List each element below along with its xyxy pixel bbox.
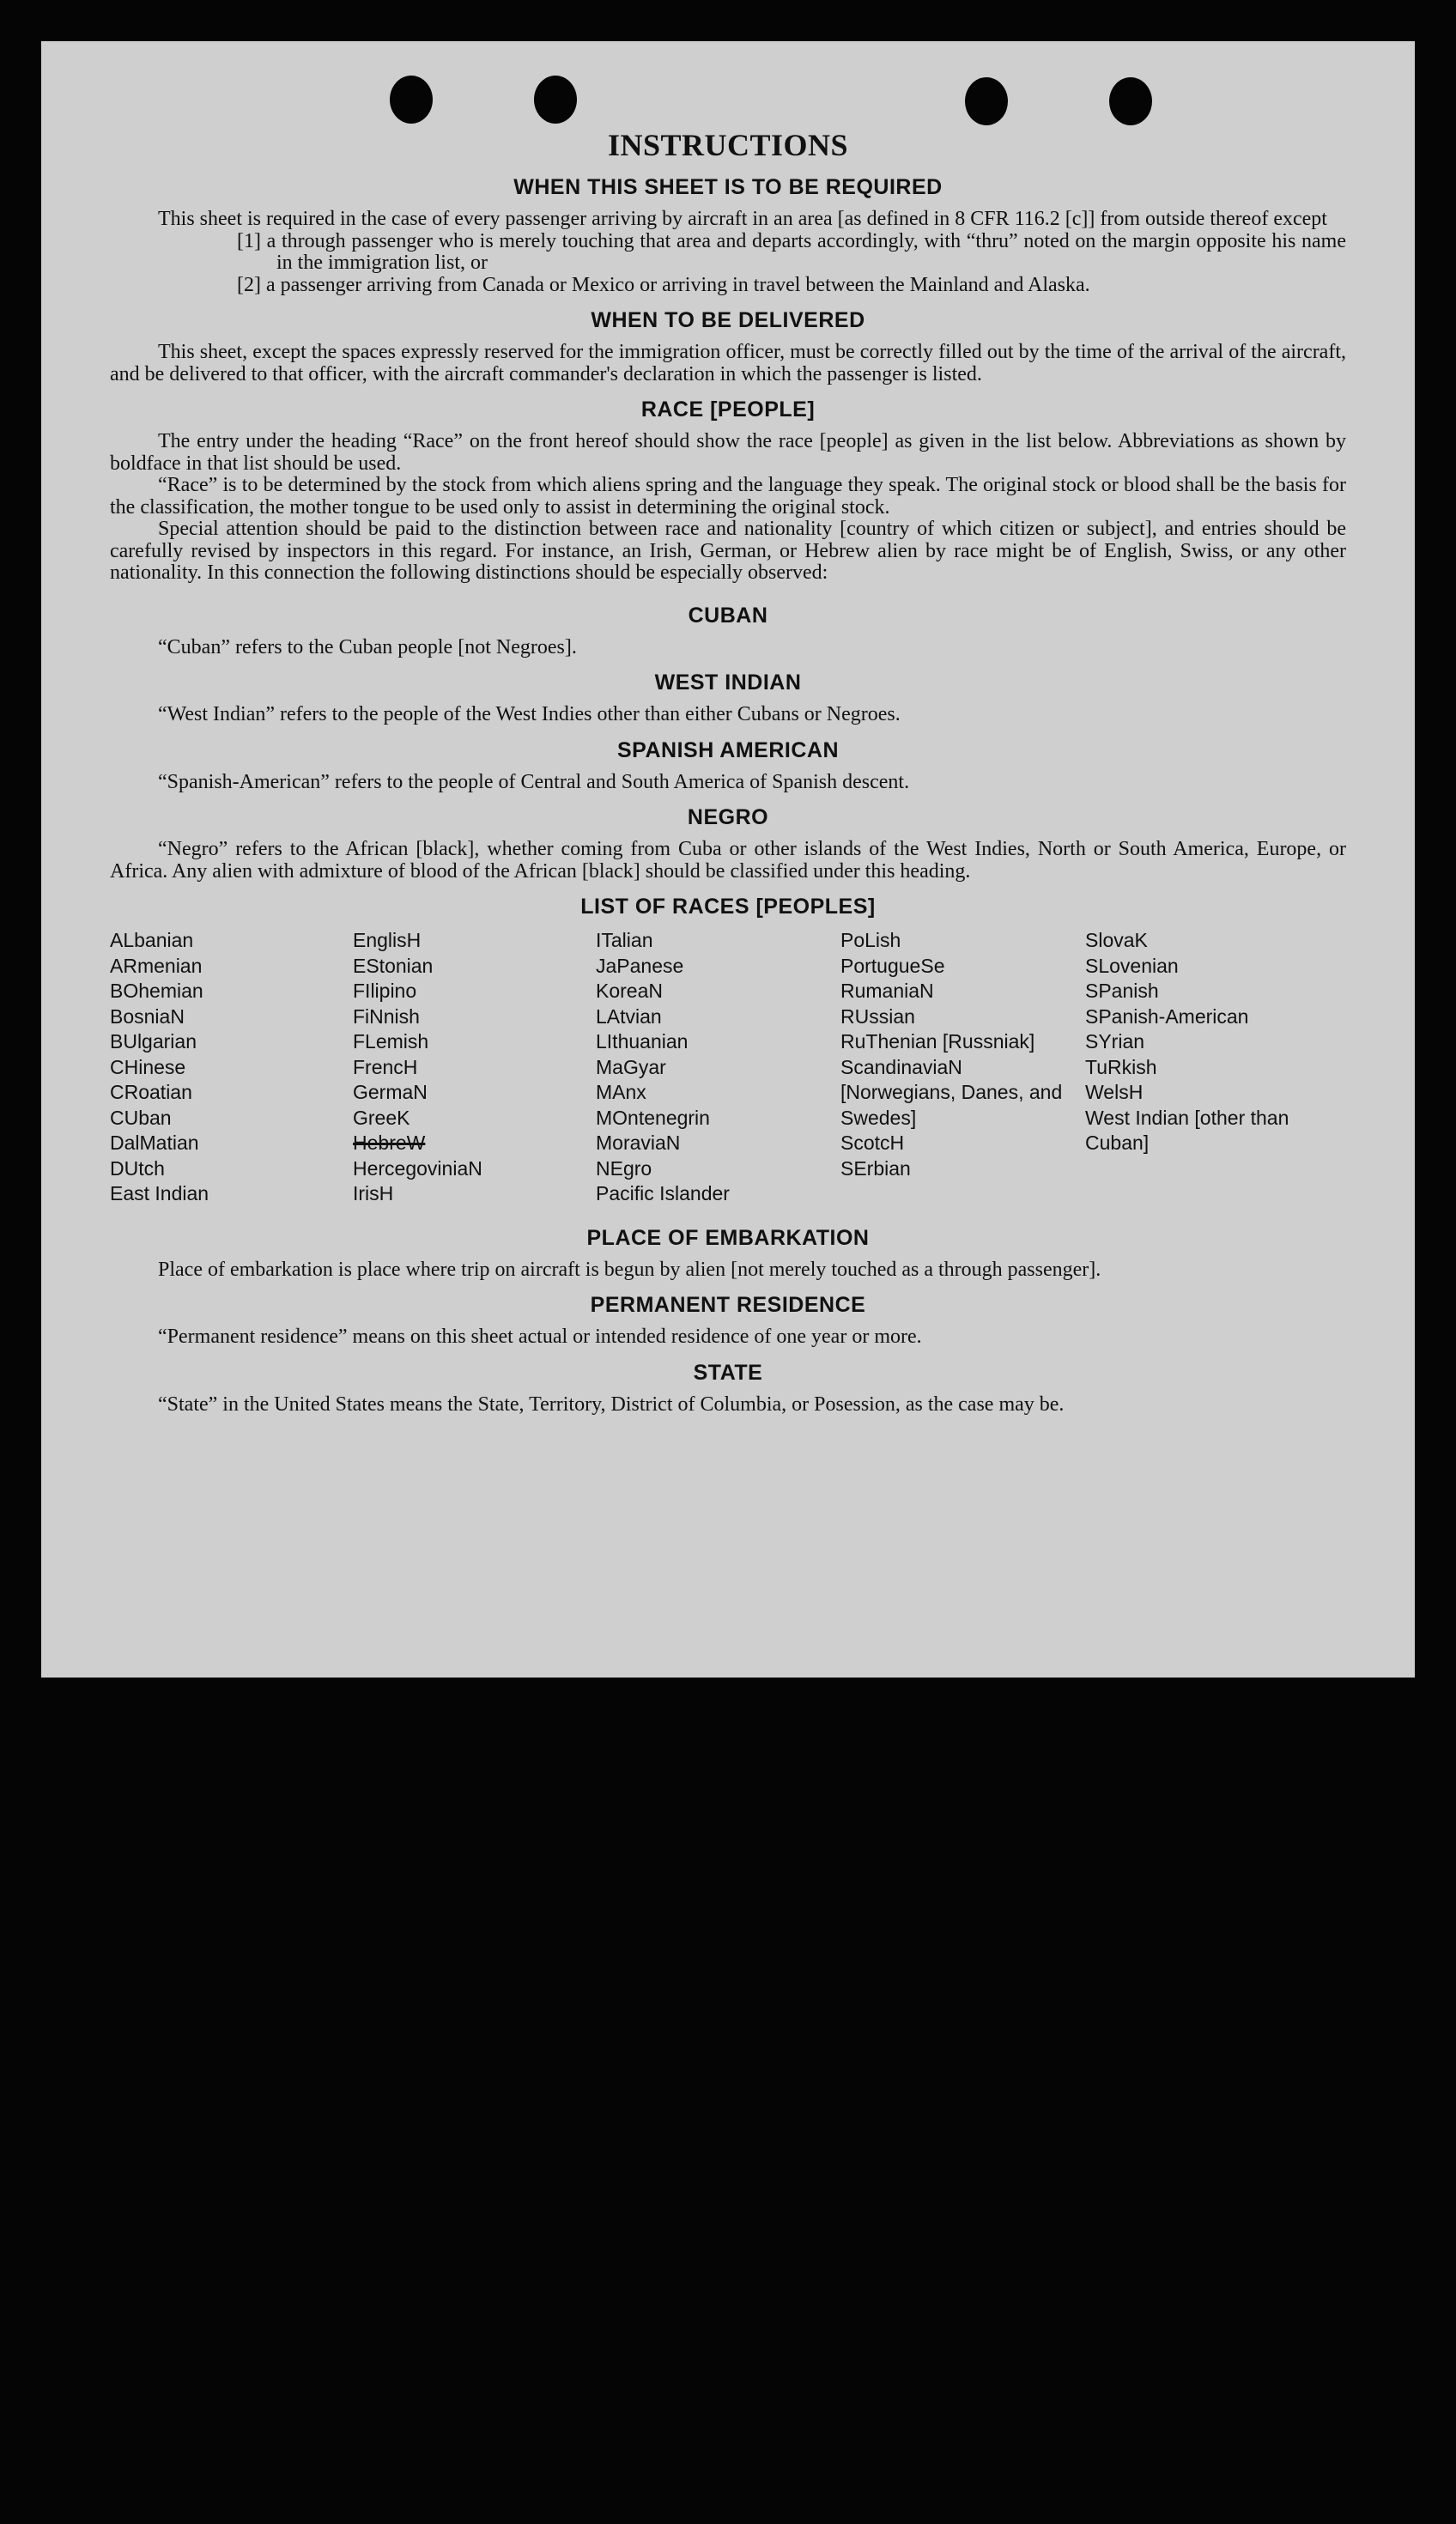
race-item: Pacific Islander xyxy=(596,1182,730,1204)
residence-text: “Permanent residence” means on this sheet actual or intended residence of one year or more. xyxy=(158,1326,922,1348)
section-heading-delivered: WHEN TO BE DELIVERED xyxy=(591,308,865,332)
race-item: LIthuanian xyxy=(596,1030,689,1053)
required-intro: This sheet is required in the case of every passenger arriving by aircraft in an area [as defined in 8 CFR 116.2 [c]] from outside thereof except xyxy=(158,208,1327,230)
race-item: CRoatian xyxy=(110,1081,192,1103)
race-item: SlovaK xyxy=(1085,929,1148,951)
section-heading-spanish-american: SPANISH AMERICAN xyxy=(616,737,839,762)
cuban-text: “Cuban” refers to the Cuban people [not Negroes]. xyxy=(158,635,577,658)
race-item: ARmenian xyxy=(110,954,203,977)
race-paragraph: “Race” is to be determined by the stock from which aliens spring and the language they speak. The original stock or blood shall be the basis for the classification, the mother tongue to be used only to assist in determining the original stock. xyxy=(110,474,1346,519)
punch-hole xyxy=(534,76,577,124)
race-item: DUtch xyxy=(110,1156,165,1180)
race-item: FrencH xyxy=(353,1055,418,1078)
exception-item: [1] a through passenger who is merely touching that area and departs accordingly, with “thru” noted on the margin opposite his name in the immigration list, or xyxy=(237,229,1346,274)
race-item: JaPanese xyxy=(596,954,684,977)
delivered-text: This sheet, except the spaces expressly reserved for the immigration officer, must be correctly filled out by the time of the arrival of the aircraft, and be delivered to that officer, with the aircraft commander's declaration in which the passenger is listed. xyxy=(110,341,1346,385)
race-item: SYrian xyxy=(1085,1030,1145,1053)
race-item-struck: HebreW xyxy=(353,1132,426,1154)
race-item: West Indian [other than Cuban] xyxy=(1085,1106,1289,1154)
race-item: DalMatian xyxy=(110,1132,199,1154)
race-item: RumaniaN xyxy=(840,980,934,1002)
race-item: EnglisH xyxy=(353,929,422,951)
section-heading-west-indian: WEST INDIAN xyxy=(654,670,802,695)
section-heading-required: WHEN THIS SHEET IS TO BE REQUIRED xyxy=(513,175,943,199)
races-column xyxy=(353,928,596,1207)
race-item: FIlipino xyxy=(353,980,417,1002)
embarkation-text: Place of embarkation is place where trip on aircraft is begun by alien [not merely touched as a through passenger]. xyxy=(158,1258,1101,1281)
section-heading-embarkation: PLACE OF EMBARKATION xyxy=(586,1225,870,1250)
race-item: ScandinaviaN [Norwegians, Danes, and Swedes] xyxy=(840,1055,1063,1129)
races-list xyxy=(110,928,1346,1207)
section-heading-race: RACE [PEOPLE] xyxy=(640,397,816,422)
race-item: LAtvian xyxy=(596,1004,662,1028)
section-heading-residence: PERMANENT RESIDENCE xyxy=(590,1293,866,1317)
race-item: FiNnish xyxy=(353,1004,420,1028)
race-item: SLovenian xyxy=(1085,954,1179,977)
race-item: GreeK xyxy=(353,1106,410,1129)
race-item: MoraviaN xyxy=(596,1132,681,1154)
race-item: ALbanian xyxy=(110,929,194,951)
race-item: IrisH xyxy=(353,1182,394,1204)
race-item: ScotcH xyxy=(840,1132,905,1154)
race-paragraph: The entry under the heading “Race” on the front hereof should show the race [people] as given in the list below. Abbreviations as shown by boldface in that list should be used. xyxy=(110,430,1346,475)
race-item: SPanish xyxy=(1085,980,1159,1002)
negro-text: “Negro” refers to the African [black], whether coming from Cuba or other islands of the West Indies, North or South America, Europe, or Africa. Any alien with admixture of blood of the African [black] should be classified under this heading. xyxy=(110,838,1346,883)
races-column xyxy=(840,928,1085,1207)
race-item: CHinese xyxy=(110,1055,186,1078)
race-item: BUlgarian xyxy=(110,1030,197,1053)
race-paragraph: Special attention should be paid to the distinction between race and nationality [country of which citizen or subject], and entries should be carefully revised by inspectors in this regard. For instance, an Irish, German, or Hebrew alien by race might be of English, Swiss, or any other nationality. In this connection the following distinctions should be especially observed: xyxy=(110,518,1346,584)
west-indian-text: “West Indian” refers to the people of the West Indies other than either Cubans or Negroes. xyxy=(158,703,901,725)
spanish-american-text: “Spanish-American” refers to the people of Central and South America of Spanish descent. xyxy=(158,770,910,793)
race-item: MaGyar xyxy=(596,1055,666,1078)
race-item: EStonian xyxy=(353,954,434,977)
punch-hole xyxy=(1109,77,1152,125)
section-heading-negro: NEGRO xyxy=(687,805,769,829)
race-item: MOntenegrin xyxy=(596,1106,710,1129)
race-item: MAnx xyxy=(596,1081,646,1103)
race-item: BosniaN xyxy=(110,1004,185,1028)
document-page xyxy=(41,41,1415,1678)
races-column xyxy=(596,928,840,1207)
section-heading-state: STATE xyxy=(693,1360,763,1385)
race-item: HercegoviniaN xyxy=(353,1156,482,1180)
race-item: CUban xyxy=(110,1106,172,1129)
race-item: PortugueSe xyxy=(840,954,945,977)
state-text: “State” in the United States means the State, Territory, District of Columbia, or Posession, as the case may be. xyxy=(158,1392,1065,1416)
race-item: BOhemian xyxy=(110,980,203,1002)
section-heading-list: LIST OF RACES [PEOPLES] xyxy=(580,895,876,919)
exception-item: [2] a passenger arriving from Canada or Mexico or arriving in travel between the Mainland and Alaska. xyxy=(237,273,1090,296)
race-item: RuThenian [Russniak] xyxy=(840,1030,1035,1053)
race-item: East Indian xyxy=(110,1182,209,1204)
punch-hole xyxy=(390,76,433,124)
race-item: TuRkish xyxy=(1085,1055,1157,1078)
race-item: SPanish-American xyxy=(1085,1004,1249,1028)
race-item: KoreaN xyxy=(596,980,663,1002)
page-title: INSTRUCTIONS xyxy=(607,128,849,162)
races-column xyxy=(110,928,353,1207)
race-item: ITalian xyxy=(596,929,653,951)
race-item: GermaN xyxy=(353,1081,428,1103)
race-item: PoLish xyxy=(840,929,901,951)
punch-hole xyxy=(965,77,1008,125)
race-item: RUssian xyxy=(840,1004,915,1028)
section-heading-cuban: CUBAN xyxy=(688,603,768,628)
race-item: WelsH xyxy=(1085,1081,1144,1103)
race-item: NEgro xyxy=(596,1156,652,1180)
race-item: SErbian xyxy=(840,1156,911,1180)
races-column xyxy=(1085,928,1343,1207)
race-item: FLemish xyxy=(353,1030,429,1053)
